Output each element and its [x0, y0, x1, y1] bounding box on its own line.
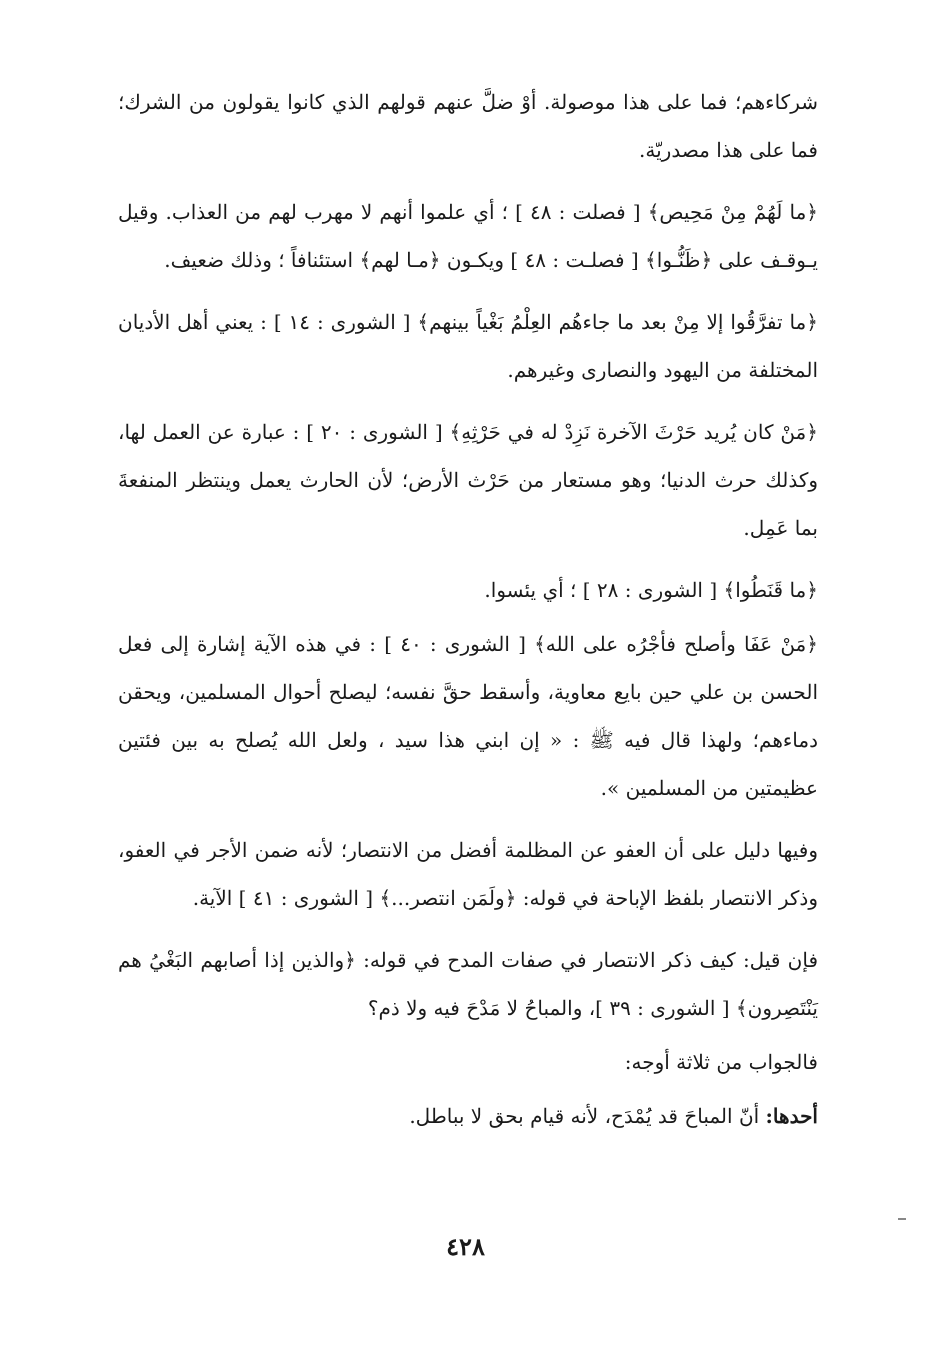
- paragraph-1: شركاءهم؛ فما على هذا موصولة. أوْ ضلَّ عنهم قولهم الذي كانوا يقولون من الشرك؛ فما على هذا مصدريّة.: [118, 90, 818, 162]
- paragraph-final: [118, 1092, 818, 1140]
- paragraph-8: فإن قيل: كيف ذكر الانتصار في صفات المدح في قوله: ﴿والذين إذا أصابهم البَغْيُ هم يَنْتَصِرون﴾ [ الشورى : ٣٩ ]، والمباحُ لا مَدْحَ فيه ولا ذم؟: [118, 948, 818, 1020]
- scan-mark: [898, 1218, 906, 1220]
- paragraph-6: ﴿مَنْ عَفَا وأصلح فأجْرُه على الله﴾ [ الشورى : ٤٠ ] : في هذه الآية إشارة إلى فعل الحسن بن علي حين بايع معاوية، وأسقط حقَّ نفسه؛ ليصلح أحوال المسلمين، ويحقن دماءهم؛ ولهذا قال فيه ﷺ : « إن ابني هذا سيد ، ولعل الله يُصلح به بين فئتين عظيمتين من المسلمين ».: [118, 632, 818, 800]
- paragraph-3: ﴿ما تفرَّقُوا إلا مِنْ بعد ما جاءهُم العِلْمُ بَغْياً بينهم﴾ [ الشورى : ١٤ ] : يعني أهل الأديان المختلفة من اليهود والنصارى وغيرهم.: [118, 310, 818, 382]
- paragraph-4: ﴿مَنْ كان يُريد حَرْثَ الآخرة نَزِدْ له في حَرْثِهِ﴾ [ الشورى : ٢٠ ] : عبارة عن العمل لها، وكذلك حرث الدنيا؛ وهو مستعار من حَرْث الأرض؛ لأن الحارث يعمل وينتظر المنفعةَ بما عَمِل.: [118, 420, 818, 540]
- final-line-lead: أحدها:: [765, 1104, 818, 1128]
- page-body: [118, 78, 818, 1154]
- final-line-text: أنّ المباحَ قد يُمْدَح، لأنه قيام بحق لا بباطل.: [409, 1104, 766, 1128]
- paragraph-9: فالجواب من ثلاثة أوجه:: [624, 1050, 818, 1074]
- page-number: ٤٢٨: [446, 1232, 485, 1261]
- paragraph-2: ﴿ما لَهُمْ مِنْ مَحِيص﴾ [ فصلت : ٤٨ ] ؛ أي علموا أنهم لا مهرب لهم من العذاب. وقيل يـوقـف على ﴿ظَنُّـوا﴾ [ فصلـت : ٤٨ ] ويكـون ﴿مـا لهم﴾ استئنافاً ؛ وذلك ضعيف.: [118, 200, 819, 272]
- paragraph-5: ﴿ما قَنَطُوا﴾ [ الشورى : ٢٨ ] ؛ أي يئسوا.: [484, 578, 818, 602]
- paragraph-7: وفيها دليل على أن العفو عن المظلمة أفضل من الانتصار؛ لأنه ضمن الأجر في العفو، وذكر الانتصار بلفظ الإباحة في قوله: ﴿ولَمَن انتصر...﴾ [ الشورى : ٤١ ] الآية.: [118, 838, 818, 910]
